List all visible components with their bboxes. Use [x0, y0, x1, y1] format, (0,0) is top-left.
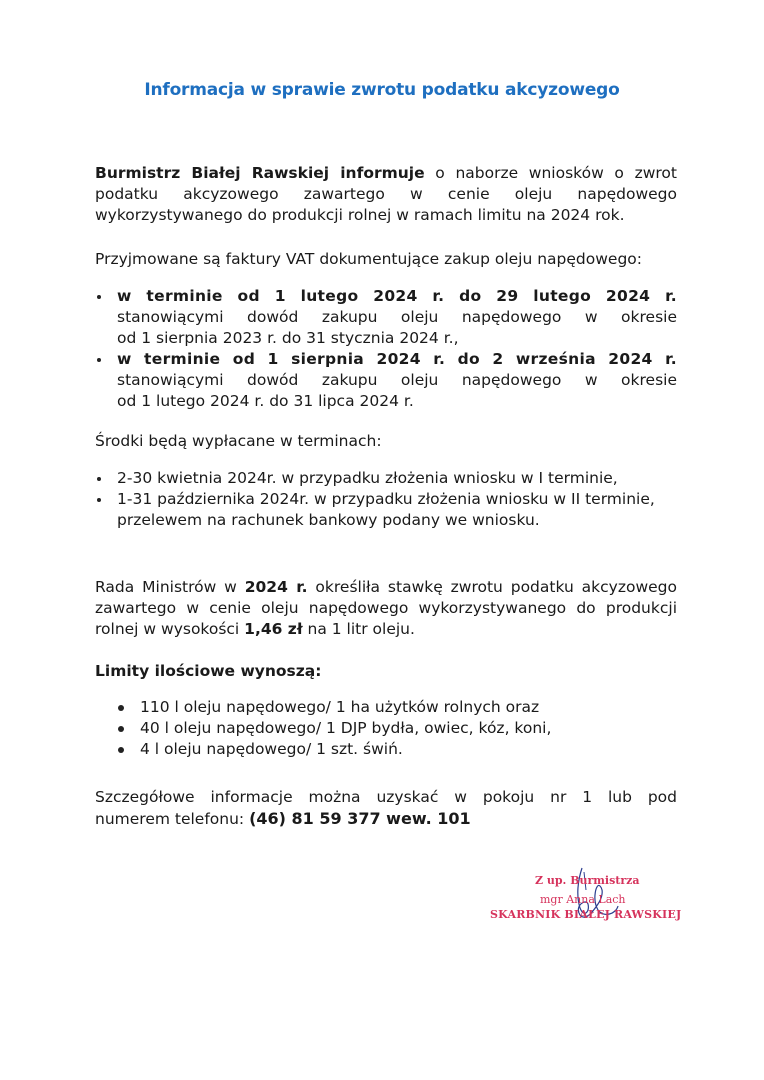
- bullet-icon: [118, 726, 124, 732]
- list-item: w terminie od 1 sierpnia 2024 r. do 2 września 2024 r. stanowiącymi dowód zakupu oleju napędowego w okresie od 1 lutego 2024 r. do 31 lipca 2024 r.: [95, 349, 677, 412]
- signature-line-1: Z up. Burmistrza: [535, 874, 640, 887]
- limits-heading: Limity ilościowe wynoszą:: [95, 662, 322, 680]
- signature-line-2: mgr Anna Lach: [540, 893, 626, 906]
- intro-bold-lead: Burmistrz Białej Rawskiej informuje: [95, 164, 425, 182]
- bullet-icon: [97, 498, 101, 502]
- rate-amount: 1,46 zł: [244, 620, 303, 638]
- bullet-icon: [97, 358, 101, 362]
- list-item: 2-30 kwietnia 2024r. w przypadku złożenia wniosku w I terminie,: [95, 468, 677, 489]
- intro-paragraph: Burmistrz Białej Rawskiej informuje o naborze wniosków o zwrot podatku akcyzowego zawartego w cenie oleju napędowego wykorzystywanego do produkcji rolnej w ramach limitu na 2024 rok.: [95, 164, 677, 224]
- document-title: Informacja w sprawie zwrotu podatku akcyzowego: [144, 80, 620, 100]
- list-item: w terminie od 1 lutego 2024 r. do 29 lutego 2024 r. stanowiącymi dowód zakupu oleju napędowego w okresie od 1 sierpnia 2023 r. do 31 stycznia 2024 r.,: [95, 286, 677, 349]
- rate-paragraph: Rada Ministrów w 2024 r. określiła stawkę zwrotu podatku akcyzowego zawartego w cenie oleju napędowego wykorzystywanego do produkcji rolnej w wysokości 1,46 zł na 1 litr oleju.: [95, 578, 677, 638]
- payout-terms-list: [95, 468, 677, 531]
- payout-heading: Środki będą wypłacane w terminach:: [95, 432, 382, 450]
- list-item: 1-31 października 2024r. w przypadku złożenia wniosku w II terminie, przelewem na rachunek bankowy podany we wniosku.: [95, 489, 677, 531]
- bullet-icon: [97, 295, 101, 299]
- list-item: 40 l oleju napędowego/ 1 DJP bydła, owiec, kóz, koni,: [118, 718, 678, 739]
- bullet-icon: [118, 747, 124, 753]
- rate-year: 2024 r.: [244, 578, 308, 596]
- invoices-heading: Przyjmowane są faktury VAT dokumentujące zakup oleju napędowego:: [95, 250, 642, 268]
- invoice-terms-list: [95, 286, 677, 412]
- bullet-icon: [97, 477, 101, 481]
- bullet-icon: [118, 705, 124, 711]
- list-item: 4 l oleju napędowego/ 1 szt. świń.: [118, 739, 678, 760]
- limits-list: [118, 697, 678, 760]
- signature-line-3: SKARBNIK BIAŁEJ RAWSKIEJ: [490, 908, 682, 921]
- phone-number: (46) 81 59 377 wew. 101: [249, 809, 471, 828]
- contact-paragraph: Szczegółowe informacje można uzyskać w pokoju nr 1 lub pod numerem telefonu: (46) 81 59 377 wew. 101: [95, 788, 677, 828]
- list-item: 110 l oleju napędowego/ 1 ha użytków rolnych oraz: [118, 697, 678, 718]
